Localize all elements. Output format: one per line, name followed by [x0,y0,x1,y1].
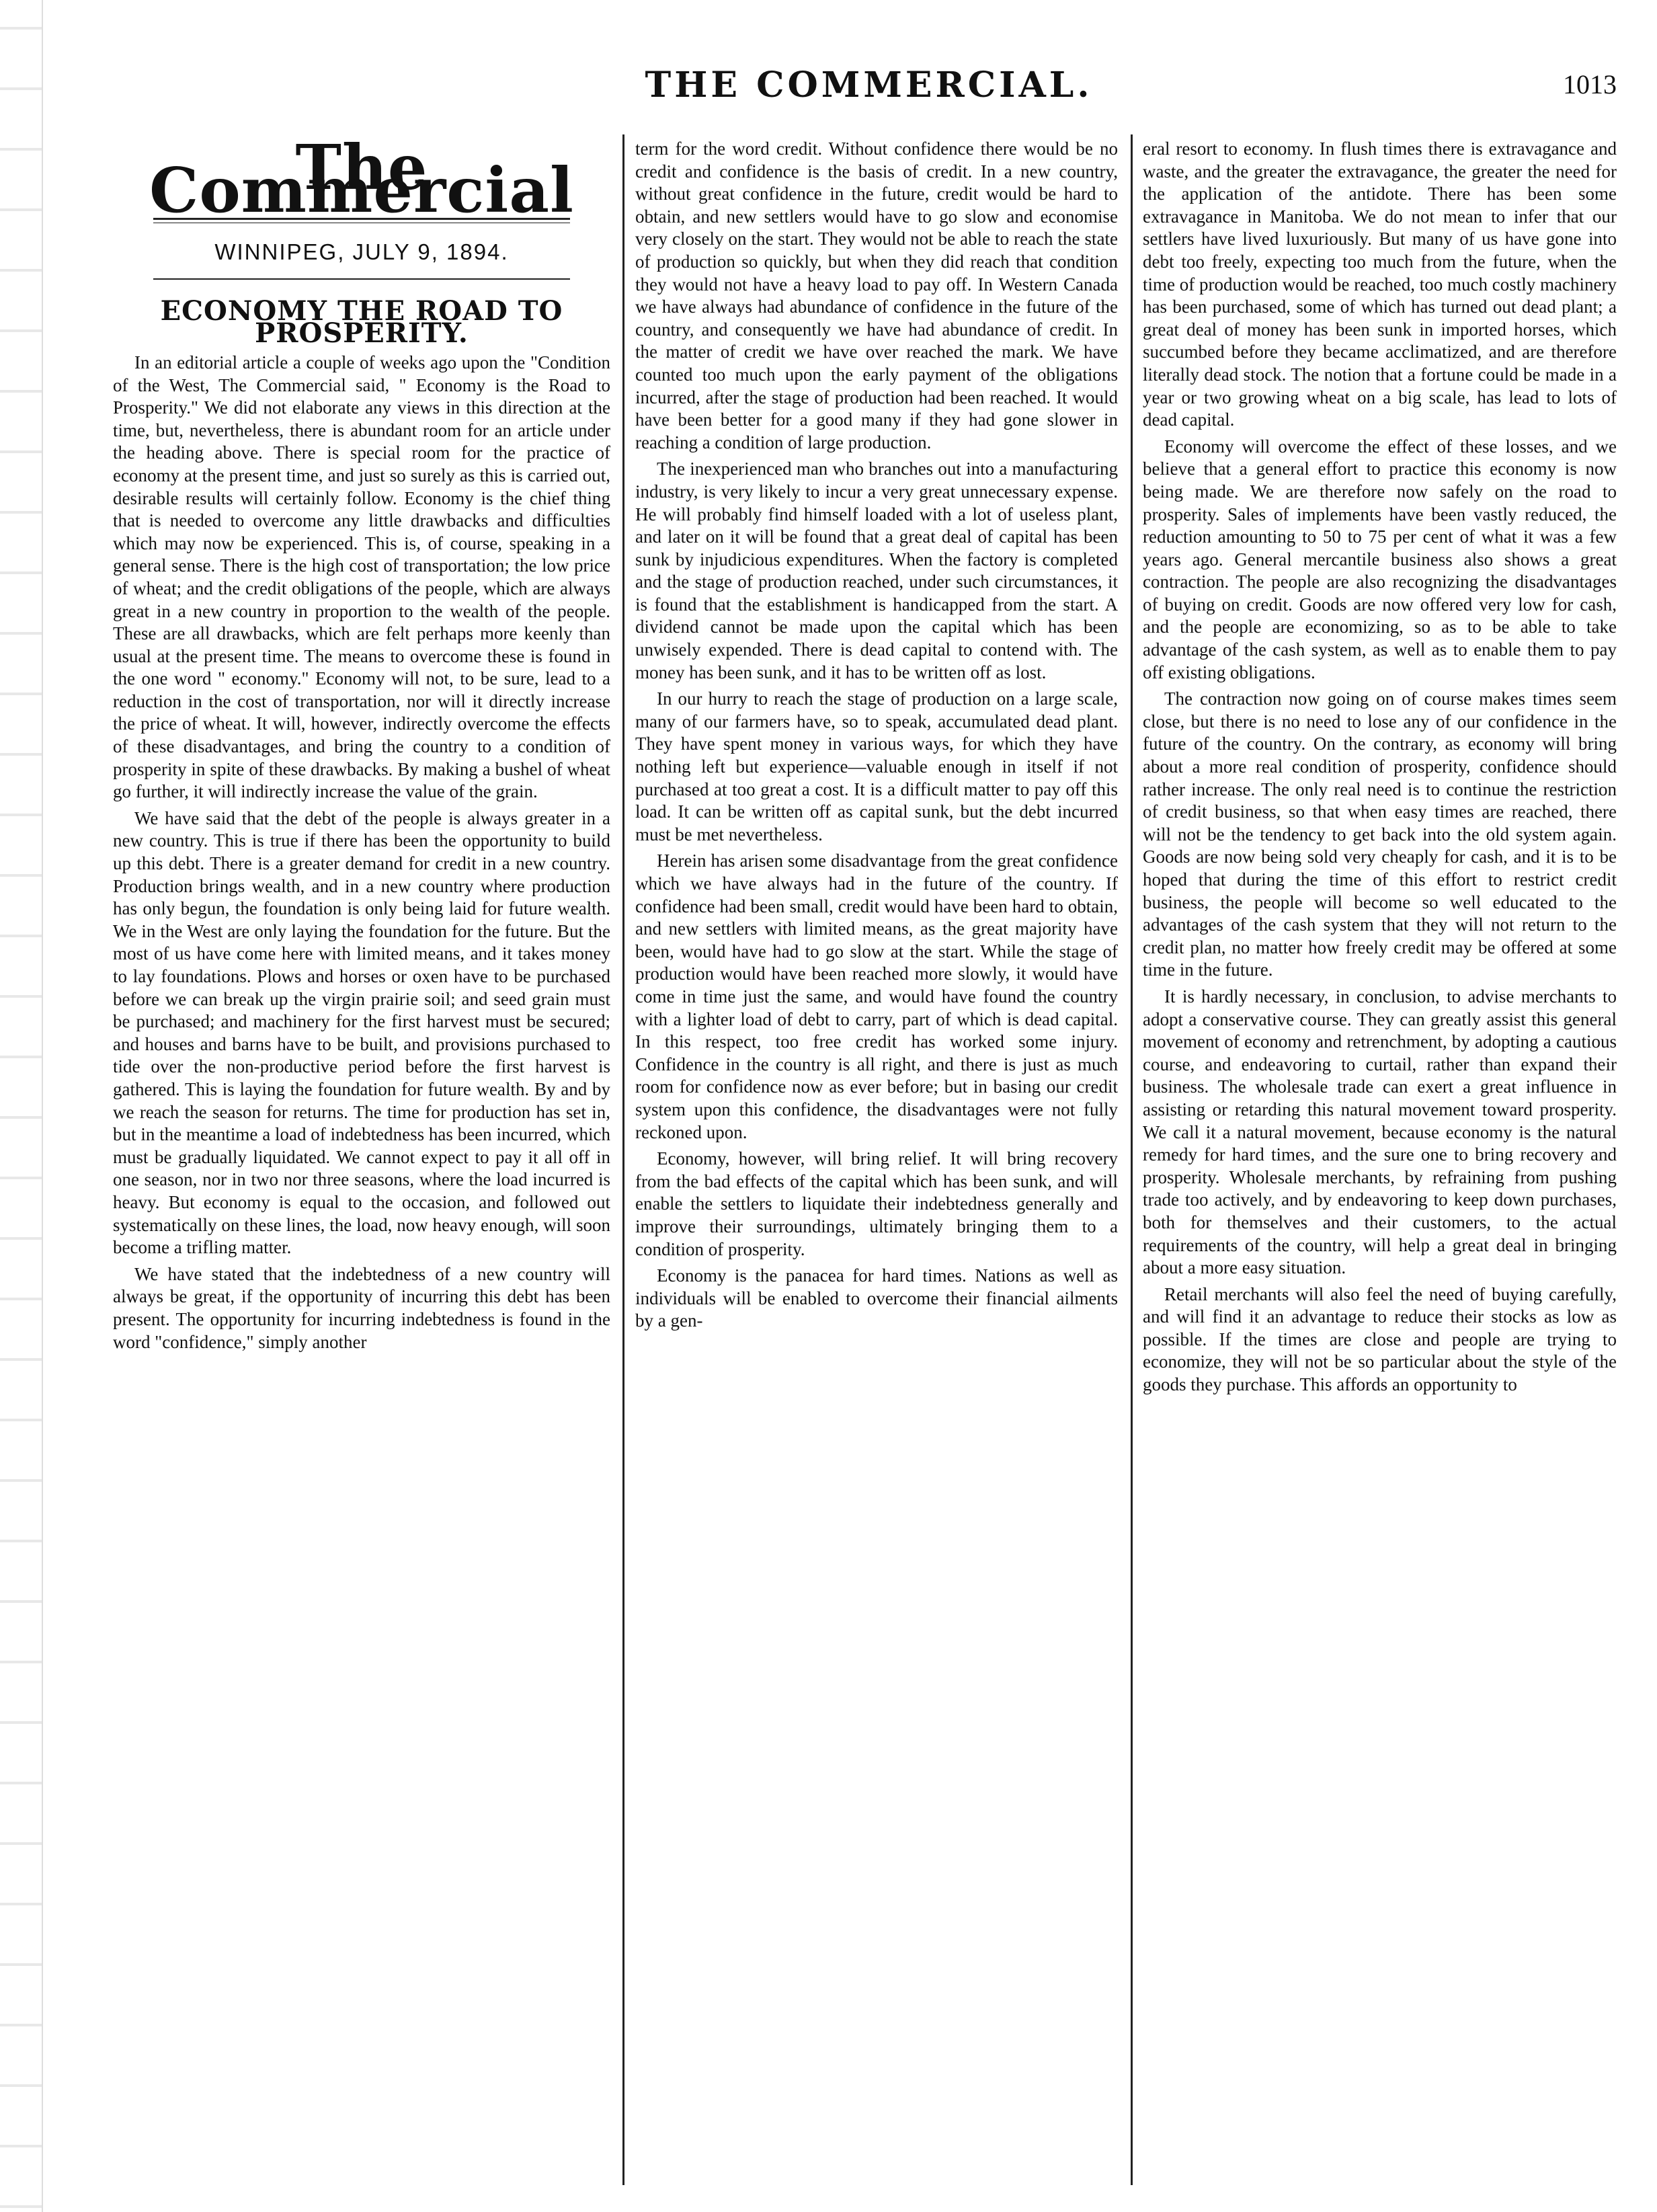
paragraph: The inexperienced man who branches out into a manufacturing industry, is very likely to incur a very great unnecessary expense. He will probably find himself loaded with a lot of useless plant, and later on it will be found that a great deal of capital has been sunk by injudicious expenditures. When the factory is completed and the stage of production reached, under such circumstances, it is found that the establishment is handicapped from the start. A dividend cannot be made upon the capital which has been unwisely expended. There is dead capital to contend with. The money has been sunk, and it has to be written off as lost. [635,459,1118,682]
page-number: 1013 [1563,69,1617,100]
paper-title: The Commercial [149,138,574,227]
column-rule-1 [622,134,624,2185]
dateline-rule [153,278,570,280]
paragraph: Economy, however, will bring relief. It will bring recovery from the bad effects of the capital which has been sunk, and will enable the settlers to liquidate their indebtedness generally and improve their surroundings, ultimately bringing them to a condition of prosperity. [635,1148,1118,1259]
page-binding-edge [0,0,43,2212]
column-1 [113,138,610,2185]
paragraph: term for the word credit. Without confidence there would be no credit and confidence is the basis of credit. In a new country, without great confidence in the future, credit would be hard to obtain, and new settlers would have to go slow and economise very closely on the start. They would not be able to reach the state of production so quickly, but when they did reach that condition they would not have a heavy load to pay off. In Western Canada we have always had abundance of confidence in the future of the country, and consequently we have had abundance of credit. In the matter of credit we have over reached the mark. We have counted too much upon the early payment of the obligations incurred, after the stage of production had been reached. It would have been better for a good many if they had gone slower in reaching a condition of large production. [635,139,1118,452]
paragraph: It is hardly necessary, in conclusion, to advise merchants to adopt a conservative course. They can greatly assist this general movement of economy and retrenchment, by adopting a cautious course, and endeavoring to curtail, rather than expand their business. The wholesale trade can exert a great influence in assisting or retarding this natural movement toward prosperity. We call it a natural movement, because economy is the natural remedy for hard times, and the sure one to bring recovery and prosperity. Wholesale merchants, by refraining from pushing trade too actively, and by endeavoring to keep down purchases, both for themselves and their customers, to the actual requirements of the country, will help a great deal in bringing about a more easy situation. [1143,986,1617,1278]
paragraph: Economy is the panacea for hard times. Nations as well as individuals will be enabled to overcome their financial ailments by a gen- [635,1265,1118,1331]
paragraph: We have said that the debt of the people is always greater in a new country. This is true if there has been the opportunity to build up this debt. There is a greater demand for credit in a new country. Production brings wealth, and in a new country where production has only begun, the foundation is only being laid for future wealth. We in the West are only laying the foundation for the future. But the most of us have come here with limited means, and it takes money to lay foundations. Plows and horses or oxen have to be purchased before we can break up the virgin prairie soil; and seed grain must be purchased; and machinery for the first harvest must be secured; and houses and barns have to be built, and provisions purchased to tide over the non-productive period before the first harvest is gathered. This is laying the foundation for future wealth. By and by we reach the season for returns. The time for production has set in, but in the meantime a load of indebtedness has been incurred, which must be gradually liquidated. We cannot expect to pay it all off in one season, nor in two nor three seasons, where the load incurred is heavy. But economy is equal to the occasion, and followed out systematically on these lines, the load, now heavy enough, will soon become a trifling matter. [113,807,610,1258]
paragraph: In our hurry to reach the stage of production on a large scale, many of our farmers have, so to speak, accumulated dead plant. They have spent money in various ways, for which they have nothing left but experience—valuable enough in itself if not purchased at too great a cost. It is a difficult matter to pay off this load. It can be written off as capital sunk, but the debt incurred must be met nevertheless. [635,688,1118,844]
article-headline: ECONOMY THE ROAD TO PROSPERITY. [160,294,563,350]
column-3 [1143,138,1617,2185]
paragraph: The contraction now going on of course makes times seem close, but there is no need to lose any of our confidence in the future of the country. On the contrary, as economy will bring about a more real condition of prosperity, confidence should rather increase. The only real need is to continue the restriction of credit business, so that when easy times are reached, there will not be the tendency to get back into the old system again. Goods are now being sold very cheaply for cash, and it is to be hoped that during the time of this effort to restrict credit business, the people will become so well educated to the advantages of the cash system that they will not return to the credit plan, no matter how freely credit may be offered at some time in the future. [1143,688,1617,980]
page-header [108,65,1630,125]
masthead: THE COMMERCIAL. [645,65,1093,106]
paragraph: We have stated that the indebtedness of a new country will always be great, if the opportunity of incurring this debt has been present. The opportunity for incurring indebtedness is found in the word "confidence," simply another [113,1263,610,1352]
paragraph: In an editorial article a couple of weeks ago upon the "Condition of the West, The Commercial said, " Economy is the Road to Prosperity." We did not elaborate any views in this direction at the time, but, nevertheless, there is abundant room for an article under the heading above. There is special room for the practice of economy at the present time, and just so surely as this is carried out, desirable results will certainly follow. Economy is the chief thing that is needed to overcome any little drawbacks and difficulties which may now be experienced. This is, of course, speaking in a general sense. There is the high cost of transportation; the low price of wheat; and the credit obligations of the people, which are always great in a new country in proportion to the wealth of the people. These are all drawbacks, which are felt perhaps more keenly than usual at the present time. The means to overcome these is found in the one word " economy." Economy will not, to be sure, lead to a reduction in the cost of transportation, nor will it directly increase the price of wheat. It will, however, indirectly overcome the effects of these disadvantages, and bring the country to a condition of prosperity in spite of these drawbacks. By making a bushel of wheat go further, it will indirectly increase the value of the grain. [113,352,610,802]
paragraph: Economy will overcome the effect of these losses, and we believe that a general effort to practice this economy is now being made. We are therefore now safely on the road to prosperity. Sales of implements have been vastly reduced, the reduction amounting to 50 to 75 per cent of what it was a few years ago. General mercantile business also shows a great contraction. The people are also recognizing the disadvantages of buying on credit. Goods are now offered very low for cash, and the people are economizing, so as to be able to take advantage of the cash system, as well as to enable them to pay off existing obligations. [1143,436,1617,682]
column-2 [635,138,1118,2185]
dateline: WINNIPEG, JULY 9, 1894. [214,239,509,265]
column-rule-2 [1131,134,1133,2185]
paragraph: eral resort to economy. In flush times there is extravagance and waste, and the greater the extravagance, the greater the need for the application of the antidote. There has been some extravagance in Manitoba. We do not mean to infer that our settlers have lived luxuriously. But many of us have gone into debt too freely, expecting too much from the future, when the time of production would be reached, too much costly machinery has been purchased, some of which has turned out dead plant; a great deal of money has been sunk in imported horses, which succumbed before they became acclimatized, and are therefore literally dead stock. The notion that a fortune could be made in a year or two growing wheat on a big scale, has lead to lots of dead capital. [1143,139,1617,430]
paragraph: Retail merchants will also feel the need of buying carefully, and will find it an advantage to reduce their stocks as low as possible. If the times are close and people are trying to economize, they will not be so particular about the style of the goods they purchase. This affords an opportunity to [1143,1283,1617,1395]
paragraph: Herein has arisen some disadvantage from the great confidence which we have always had in the future of the country. If confidence had been small, credit would have been hard to obtain, and new settlers with limited means, as the great majority have been, would have had to go slow at the start. While the stage of production would have been reached more slowly, it would have come in time just the same, and would have found the country with a lighter load of debt to carry, part of which is dead capital. In this respect, too free credit has worked some injury. Confidence in the country is all right, and there is just as much room for confidence now as ever before; but in basing our credit system upon this confidence, the disadvantages were not fully reckoned upon. [635,851,1118,1142]
